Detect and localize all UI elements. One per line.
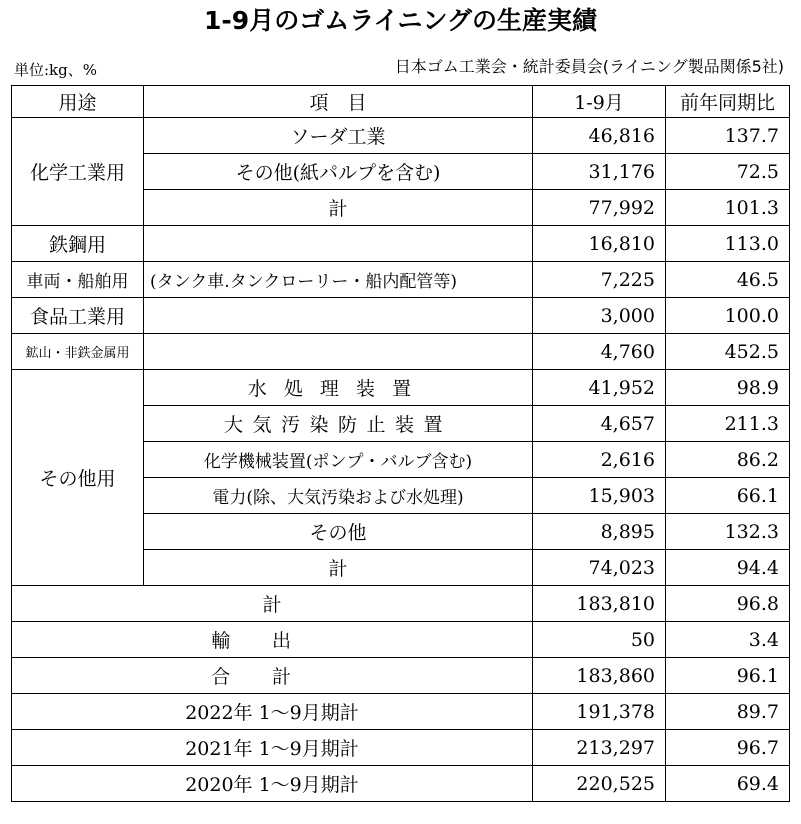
row-ratio: 46.5 [666,262,790,298]
history-label: 2020年 1～9月期計 [12,766,533,802]
total-label: 計 [12,586,533,622]
row-item: 計 [144,550,533,586]
history-row [12,694,790,730]
history-label: 2021年 1～9月期計 [12,730,533,766]
history-row [12,766,790,802]
total-ratio: 96.8 [666,586,790,622]
row-item: ソーダ工業 [144,118,533,154]
row-item: (タンク車.タンクローリー・船内配管等) [144,262,533,298]
production-table [11,85,790,802]
row-ratio: 100.0 [666,298,790,334]
row-ratio: 137.7 [666,118,790,154]
page-title: 1-9月のゴムライニングの生産実績 [204,6,597,35]
row-ratio: 86.2 [666,442,790,478]
row-ratio: 132.3 [666,514,790,550]
row-ratio: 211.3 [666,406,790,442]
row-ratio: 72.5 [666,154,790,190]
table-row [12,334,790,370]
group-steel: 鉄鋼用 [12,226,144,262]
row-value: 16,810 [533,226,666,262]
row-value: 8,895 [533,514,666,550]
history-label: 2022年 1～9月期計 [12,694,533,730]
export-label: 輸出 [12,622,533,658]
row-value: 74,023 [533,550,666,586]
group-mining: 鉱山・非鉄金属用 [12,334,144,370]
row-item: 大気汚染防止装置 [144,406,533,442]
header-item: 項 目 [144,86,533,118]
table-row [12,370,790,406]
row-value: 15,903 [533,478,666,514]
export-ratio: 3.4 [666,622,790,658]
header-use: 用途 [12,86,144,118]
row-value: 31,176 [533,154,666,190]
row-item: 化学機械装置(ポンプ・バルブ含む) [144,442,533,478]
row-ratio: 66.1 [666,478,790,514]
group-food: 食品工業用 [12,298,144,334]
table-row [12,262,790,298]
total-value: 183,810 [533,586,666,622]
row-value: 3,000 [533,298,666,334]
history-ratio: 96.7 [666,730,790,766]
row-item: その他(紙パルプを含む) [144,154,533,190]
row-item [144,334,533,370]
total-row [12,586,790,622]
row-item [144,226,533,262]
row-ratio: 101.3 [666,190,790,226]
history-ratio: 89.7 [666,694,790,730]
export-value: 50 [533,622,666,658]
header-row [12,86,790,118]
row-value: 77,992 [533,190,666,226]
row-item: 水処理装置 [144,370,533,406]
row-ratio: 113.0 [666,226,790,262]
row-ratio: 94.4 [666,550,790,586]
row-item [144,298,533,334]
row-value: 2,616 [533,442,666,478]
group-vehicle: 車両・船舶用 [12,262,144,298]
grand-total-label: 合計 [12,658,533,694]
unit-label: 単位:kg、% [14,61,97,79]
row-item: その他 [144,514,533,550]
grand-total-value: 183,860 [533,658,666,694]
source-note: 日本ゴム工業会・統計委員会(ライニング製品関係5社) [394,57,784,76]
group-chemical: 化学工業用 [12,118,144,226]
history-value: 213,297 [533,730,666,766]
history-value: 191,378 [533,694,666,730]
grand-total-row [12,658,790,694]
row-item: 電力(除、大気汚染および水処理) [144,478,533,514]
row-value: 4,760 [533,334,666,370]
group-other: その他用 [12,370,144,586]
row-value: 41,952 [533,370,666,406]
row-value: 46,816 [533,118,666,154]
history-ratio: 69.4 [666,766,790,802]
table-row [12,298,790,334]
table-row [12,226,790,262]
header-ratio: 前年同期比 [666,86,790,118]
row-value: 4,657 [533,406,666,442]
row-ratio: 98.9 [666,370,790,406]
grand-total-ratio: 96.1 [666,658,790,694]
row-ratio: 452.5 [666,334,790,370]
history-row [12,730,790,766]
export-row [12,622,790,658]
row-value: 7,225 [533,262,666,298]
table-row [12,118,790,154]
row-item: 計 [144,190,533,226]
header-period: 1-9月 [533,86,666,118]
history-value: 220,525 [533,766,666,802]
